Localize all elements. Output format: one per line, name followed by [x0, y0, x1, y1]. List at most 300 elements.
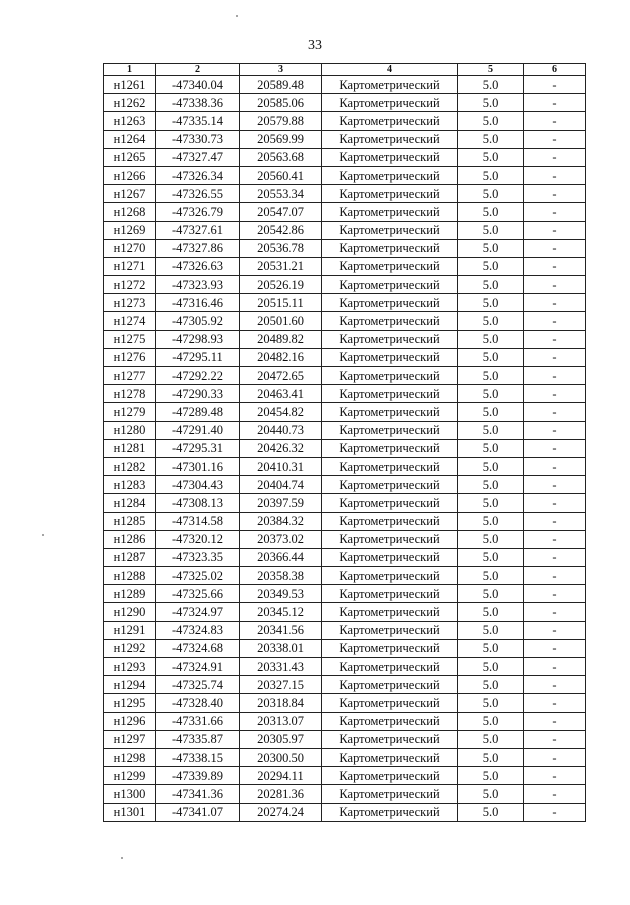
- point-id-cell: н1281: [104, 439, 156, 457]
- point-id-cell: н1263: [104, 112, 156, 130]
- description-cell: -: [524, 658, 586, 676]
- accuracy-cell: 5.0: [458, 621, 524, 639]
- x-coordinate-cell: -47330.73: [156, 130, 240, 148]
- accuracy-cell: 5.0: [458, 276, 524, 294]
- x-coordinate-cell: -47323.93: [156, 276, 240, 294]
- method-cell: Картометрический: [322, 694, 458, 712]
- y-coordinate-cell: 20489.82: [240, 330, 322, 348]
- point-id-cell: н1262: [104, 94, 156, 112]
- y-coordinate-cell: 20294.11: [240, 767, 322, 785]
- accuracy-cell: 5.0: [458, 239, 524, 257]
- table-row: [104, 803, 586, 821]
- method-cell: Картометрический: [322, 548, 458, 566]
- accuracy-cell: 5.0: [458, 567, 524, 585]
- y-coordinate-cell: 20373.02: [240, 530, 322, 548]
- description-cell: -: [524, 367, 586, 385]
- accuracy-cell: 5.0: [458, 494, 524, 512]
- accuracy-cell: 5.0: [458, 203, 524, 221]
- x-coordinate-cell: -47328.40: [156, 694, 240, 712]
- y-coordinate-cell: 20536.78: [240, 239, 322, 257]
- point-id-cell: н1290: [104, 603, 156, 621]
- method-cell: Картометрический: [322, 276, 458, 294]
- x-coordinate-cell: -47326.55: [156, 185, 240, 203]
- y-coordinate-cell: 20472.65: [240, 367, 322, 385]
- table-row: [104, 367, 586, 385]
- x-coordinate-cell: -47320.12: [156, 530, 240, 548]
- table-row: [104, 294, 586, 312]
- table-row: [104, 512, 586, 530]
- method-cell: Картометрический: [322, 367, 458, 385]
- y-coordinate-cell: 20515.11: [240, 294, 322, 312]
- point-id-cell: н1272: [104, 276, 156, 294]
- table-row: [104, 276, 586, 294]
- table-row: [104, 166, 586, 184]
- point-id-cell: н1291: [104, 621, 156, 639]
- accuracy-cell: 5.0: [458, 548, 524, 566]
- description-cell: -: [524, 730, 586, 748]
- accuracy-cell: 5.0: [458, 694, 524, 712]
- x-coordinate-cell: -47325.66: [156, 585, 240, 603]
- x-coordinate-cell: -47341.36: [156, 785, 240, 803]
- y-coordinate-cell: 20404.74: [240, 476, 322, 494]
- table-row: [104, 385, 586, 403]
- y-coordinate-cell: 20358.38: [240, 567, 322, 585]
- accuracy-cell: 5.0: [458, 457, 524, 475]
- x-coordinate-cell: -47291.40: [156, 421, 240, 439]
- description-cell: -: [524, 585, 586, 603]
- method-cell: Картометрический: [322, 530, 458, 548]
- description-cell: -: [524, 530, 586, 548]
- x-coordinate-cell: -47335.14: [156, 112, 240, 130]
- method-cell: Картометрический: [322, 148, 458, 166]
- point-id-cell: н1284: [104, 494, 156, 512]
- method-cell: Картометрический: [322, 94, 458, 112]
- point-id-cell: н1287: [104, 548, 156, 566]
- x-coordinate-cell: -47326.34: [156, 166, 240, 184]
- y-coordinate-cell: 20454.82: [240, 403, 322, 421]
- description-cell: -: [524, 203, 586, 221]
- description-cell: -: [524, 785, 586, 803]
- y-coordinate-cell: 20426.32: [240, 439, 322, 457]
- table-row: [104, 676, 586, 694]
- y-coordinate-cell: 20349.53: [240, 585, 322, 603]
- point-id-cell: н1264: [104, 130, 156, 148]
- table-row: [104, 421, 586, 439]
- point-id-cell: н1274: [104, 312, 156, 330]
- y-coordinate-cell: 20318.84: [240, 694, 322, 712]
- table-row: [104, 439, 586, 457]
- description-cell: -: [524, 312, 586, 330]
- accuracy-cell: 5.0: [458, 166, 524, 184]
- accuracy-cell: 5.0: [458, 439, 524, 457]
- description-cell: -: [524, 239, 586, 257]
- point-id-cell: н1266: [104, 166, 156, 184]
- table-row: [104, 712, 586, 730]
- description-cell: -: [524, 330, 586, 348]
- y-coordinate-cell: 20345.12: [240, 603, 322, 621]
- method-cell: Картометрический: [322, 421, 458, 439]
- method-cell: Картометрический: [322, 203, 458, 221]
- point-id-cell: н1293: [104, 658, 156, 676]
- x-coordinate-cell: -47295.11: [156, 348, 240, 366]
- description-cell: -: [524, 548, 586, 566]
- y-coordinate-cell: 20366.44: [240, 548, 322, 566]
- description-cell: -: [524, 130, 586, 148]
- description-cell: -: [524, 712, 586, 730]
- method-cell: Картометрический: [322, 348, 458, 366]
- table-row: [104, 148, 586, 166]
- table-row: [104, 730, 586, 748]
- coordinates-table: [103, 63, 586, 822]
- method-cell: Картометрический: [322, 76, 458, 94]
- table-row: [104, 585, 586, 603]
- y-coordinate-cell: 20410.31: [240, 457, 322, 475]
- x-coordinate-cell: -47325.74: [156, 676, 240, 694]
- method-cell: Картометрический: [322, 748, 458, 766]
- scan-speck: [42, 534, 44, 536]
- accuracy-cell: 5.0: [458, 803, 524, 821]
- y-coordinate-cell: 20589.48: [240, 76, 322, 94]
- y-coordinate-cell: 20397.59: [240, 494, 322, 512]
- y-coordinate-cell: 20341.56: [240, 621, 322, 639]
- accuracy-cell: 5.0: [458, 294, 524, 312]
- table-row: [104, 494, 586, 512]
- x-coordinate-cell: -47301.16: [156, 457, 240, 475]
- description-cell: -: [524, 421, 586, 439]
- y-coordinate-cell: 20547.07: [240, 203, 322, 221]
- x-coordinate-cell: -47314.58: [156, 512, 240, 530]
- y-coordinate-cell: 20526.19: [240, 276, 322, 294]
- column-header: 4: [322, 64, 458, 76]
- x-coordinate-cell: -47327.47: [156, 148, 240, 166]
- y-coordinate-cell: 20274.24: [240, 803, 322, 821]
- table-row: [104, 239, 586, 257]
- table-row: [104, 603, 586, 621]
- x-coordinate-cell: -47339.89: [156, 767, 240, 785]
- accuracy-cell: 5.0: [458, 767, 524, 785]
- table-row: [104, 203, 586, 221]
- x-coordinate-cell: -47327.86: [156, 239, 240, 257]
- method-cell: Картометрический: [322, 676, 458, 694]
- y-coordinate-cell: 20569.99: [240, 130, 322, 148]
- point-id-cell: н1273: [104, 294, 156, 312]
- description-cell: -: [524, 94, 586, 112]
- table-row: [104, 185, 586, 203]
- table-row: [104, 312, 586, 330]
- point-id-cell: н1282: [104, 457, 156, 475]
- accuracy-cell: 5.0: [458, 257, 524, 275]
- method-cell: Картометрический: [322, 294, 458, 312]
- description-cell: -: [524, 403, 586, 421]
- table-row: [104, 457, 586, 475]
- point-id-cell: н1297: [104, 730, 156, 748]
- table-row: [104, 330, 586, 348]
- accuracy-cell: 5.0: [458, 476, 524, 494]
- x-coordinate-cell: -47305.92: [156, 312, 240, 330]
- description-cell: -: [524, 494, 586, 512]
- method-cell: Картометрический: [322, 658, 458, 676]
- method-cell: Картометрический: [322, 803, 458, 821]
- method-cell: Картометрический: [322, 221, 458, 239]
- x-coordinate-cell: -47341.07: [156, 803, 240, 821]
- description-cell: -: [524, 803, 586, 821]
- accuracy-cell: 5.0: [458, 367, 524, 385]
- table-row: [104, 76, 586, 94]
- table-row: [104, 767, 586, 785]
- point-id-cell: н1280: [104, 421, 156, 439]
- x-coordinate-cell: -47327.61: [156, 221, 240, 239]
- point-id-cell: н1298: [104, 748, 156, 766]
- method-cell: Картометрический: [322, 476, 458, 494]
- scan-speck: [236, 15, 238, 17]
- description-cell: -: [524, 148, 586, 166]
- table-row: [104, 530, 586, 548]
- point-id-cell: н1288: [104, 567, 156, 585]
- accuracy-cell: 5.0: [458, 712, 524, 730]
- table-row: [104, 476, 586, 494]
- table-row: [104, 567, 586, 585]
- x-coordinate-cell: -47290.33: [156, 385, 240, 403]
- description-cell: -: [524, 348, 586, 366]
- y-coordinate-cell: 20338.01: [240, 639, 322, 657]
- scan-speck: [121, 857, 123, 859]
- method-cell: Картометрический: [322, 639, 458, 657]
- page-number: 33: [308, 38, 322, 53]
- y-coordinate-cell: 20463.41: [240, 385, 322, 403]
- header-row: [104, 64, 586, 76]
- y-coordinate-cell: 20531.21: [240, 257, 322, 275]
- accuracy-cell: 5.0: [458, 658, 524, 676]
- x-coordinate-cell: -47308.13: [156, 494, 240, 512]
- y-coordinate-cell: 20305.97: [240, 730, 322, 748]
- x-coordinate-cell: -47292.22: [156, 367, 240, 385]
- table-body: [104, 76, 586, 822]
- point-id-cell: н1286: [104, 530, 156, 548]
- method-cell: Картометрический: [322, 330, 458, 348]
- description-cell: -: [524, 166, 586, 184]
- x-coordinate-cell: -47324.97: [156, 603, 240, 621]
- x-coordinate-cell: -47304.43: [156, 476, 240, 494]
- description-cell: -: [524, 676, 586, 694]
- point-id-cell: н1277: [104, 367, 156, 385]
- description-cell: -: [524, 221, 586, 239]
- y-coordinate-cell: 20542.86: [240, 221, 322, 239]
- accuracy-cell: 5.0: [458, 221, 524, 239]
- point-id-cell: н1261: [104, 76, 156, 94]
- accuracy-cell: 5.0: [458, 676, 524, 694]
- description-cell: -: [524, 457, 586, 475]
- table-row: [104, 348, 586, 366]
- point-id-cell: н1285: [104, 512, 156, 530]
- method-cell: Картометрический: [322, 112, 458, 130]
- point-id-cell: н1278: [104, 385, 156, 403]
- method-cell: Картометрический: [322, 767, 458, 785]
- x-coordinate-cell: -47323.35: [156, 548, 240, 566]
- description-cell: -: [524, 748, 586, 766]
- accuracy-cell: 5.0: [458, 403, 524, 421]
- accuracy-cell: 5.0: [458, 730, 524, 748]
- table-header: [104, 64, 586, 76]
- method-cell: Картометрический: [322, 166, 458, 184]
- method-cell: Картометрический: [322, 567, 458, 585]
- x-coordinate-cell: -47340.04: [156, 76, 240, 94]
- x-coordinate-cell: -47324.83: [156, 621, 240, 639]
- x-coordinate-cell: -47331.66: [156, 712, 240, 730]
- table-row: [104, 639, 586, 657]
- y-coordinate-cell: 20331.43: [240, 658, 322, 676]
- column-header: 6: [524, 64, 586, 76]
- description-cell: -: [524, 603, 586, 621]
- table-row: [104, 694, 586, 712]
- method-cell: Картометрический: [322, 239, 458, 257]
- y-coordinate-cell: 20553.34: [240, 185, 322, 203]
- y-coordinate-cell: 20384.32: [240, 512, 322, 530]
- description-cell: -: [524, 439, 586, 457]
- accuracy-cell: 5.0: [458, 585, 524, 603]
- method-cell: Картометрический: [322, 585, 458, 603]
- point-id-cell: н1279: [104, 403, 156, 421]
- description-cell: -: [524, 476, 586, 494]
- description-cell: -: [524, 257, 586, 275]
- accuracy-cell: 5.0: [458, 185, 524, 203]
- point-id-cell: н1265: [104, 148, 156, 166]
- method-cell: Картометрический: [322, 712, 458, 730]
- column-header: 5: [458, 64, 524, 76]
- table-row: [104, 785, 586, 803]
- description-cell: -: [524, 567, 586, 585]
- point-id-cell: н1283: [104, 476, 156, 494]
- point-id-cell: н1299: [104, 767, 156, 785]
- accuracy-cell: 5.0: [458, 348, 524, 366]
- method-cell: Картометрический: [322, 385, 458, 403]
- y-coordinate-cell: 20440.73: [240, 421, 322, 439]
- description-cell: -: [524, 694, 586, 712]
- y-coordinate-cell: 20327.15: [240, 676, 322, 694]
- accuracy-cell: 5.0: [458, 385, 524, 403]
- column-header: 2: [156, 64, 240, 76]
- description-cell: -: [524, 639, 586, 657]
- method-cell: Картометрический: [322, 730, 458, 748]
- method-cell: Картометрический: [322, 457, 458, 475]
- description-cell: -: [524, 621, 586, 639]
- y-coordinate-cell: 20482.16: [240, 348, 322, 366]
- y-coordinate-cell: 20579.88: [240, 112, 322, 130]
- accuracy-cell: 5.0: [458, 130, 524, 148]
- x-coordinate-cell: -47338.36: [156, 94, 240, 112]
- table-row: [104, 221, 586, 239]
- x-coordinate-cell: -47298.93: [156, 330, 240, 348]
- x-coordinate-cell: -47316.46: [156, 294, 240, 312]
- x-coordinate-cell: -47289.48: [156, 403, 240, 421]
- accuracy-cell: 5.0: [458, 76, 524, 94]
- method-cell: Картометрический: [322, 439, 458, 457]
- point-id-cell: н1271: [104, 257, 156, 275]
- y-coordinate-cell: 20563.68: [240, 148, 322, 166]
- table-row: [104, 621, 586, 639]
- method-cell: Картометрический: [322, 312, 458, 330]
- column-header: 3: [240, 64, 322, 76]
- table-row: [104, 112, 586, 130]
- table-row: [104, 403, 586, 421]
- accuracy-cell: 5.0: [458, 94, 524, 112]
- point-id-cell: н1296: [104, 712, 156, 730]
- table-row: [104, 130, 586, 148]
- y-coordinate-cell: 20313.07: [240, 712, 322, 730]
- table-row: [104, 257, 586, 275]
- method-cell: Картометрический: [322, 185, 458, 203]
- table-row: [104, 658, 586, 676]
- point-id-cell: н1294: [104, 676, 156, 694]
- method-cell: Картометрический: [322, 257, 458, 275]
- point-id-cell: н1269: [104, 221, 156, 239]
- x-coordinate-cell: -47335.87: [156, 730, 240, 748]
- point-id-cell: н1276: [104, 348, 156, 366]
- point-id-cell: н1295: [104, 694, 156, 712]
- x-coordinate-cell: -47325.02: [156, 567, 240, 585]
- point-id-cell: н1270: [104, 239, 156, 257]
- accuracy-cell: 5.0: [458, 639, 524, 657]
- y-coordinate-cell: 20300.50: [240, 748, 322, 766]
- point-id-cell: н1268: [104, 203, 156, 221]
- method-cell: Картометрический: [322, 403, 458, 421]
- point-id-cell: н1292: [104, 639, 156, 657]
- y-coordinate-cell: 20560.41: [240, 166, 322, 184]
- description-cell: -: [524, 294, 586, 312]
- description-cell: -: [524, 185, 586, 203]
- x-coordinate-cell: -47338.15: [156, 748, 240, 766]
- y-coordinate-cell: 20585.06: [240, 94, 322, 112]
- point-id-cell: н1267: [104, 185, 156, 203]
- point-id-cell: н1301: [104, 803, 156, 821]
- x-coordinate-cell: -47295.31: [156, 439, 240, 457]
- table-row: [104, 94, 586, 112]
- accuracy-cell: 5.0: [458, 312, 524, 330]
- accuracy-cell: 5.0: [458, 421, 524, 439]
- description-cell: -: [524, 112, 586, 130]
- method-cell: Картометрический: [322, 494, 458, 512]
- table-row: [104, 748, 586, 766]
- description-cell: -: [524, 76, 586, 94]
- description-cell: -: [524, 385, 586, 403]
- column-header: 1: [104, 64, 156, 76]
- table-row: [104, 548, 586, 566]
- method-cell: Картометрический: [322, 603, 458, 621]
- accuracy-cell: 5.0: [458, 603, 524, 621]
- point-id-cell: н1289: [104, 585, 156, 603]
- method-cell: Картометрический: [322, 621, 458, 639]
- point-id-cell: н1275: [104, 330, 156, 348]
- description-cell: -: [524, 512, 586, 530]
- accuracy-cell: 5.0: [458, 148, 524, 166]
- method-cell: Картометрический: [322, 785, 458, 803]
- accuracy-cell: 5.0: [458, 330, 524, 348]
- accuracy-cell: 5.0: [458, 785, 524, 803]
- x-coordinate-cell: -47326.63: [156, 257, 240, 275]
- x-coordinate-cell: -47326.79: [156, 203, 240, 221]
- method-cell: Картометрический: [322, 130, 458, 148]
- y-coordinate-cell: 20281.36: [240, 785, 322, 803]
- description-cell: -: [524, 276, 586, 294]
- point-id-cell: н1300: [104, 785, 156, 803]
- accuracy-cell: 5.0: [458, 112, 524, 130]
- accuracy-cell: 5.0: [458, 512, 524, 530]
- accuracy-cell: 5.0: [458, 748, 524, 766]
- x-coordinate-cell: -47324.91: [156, 658, 240, 676]
- accuracy-cell: 5.0: [458, 530, 524, 548]
- x-coordinate-cell: -47324.68: [156, 639, 240, 657]
- method-cell: Картометрический: [322, 512, 458, 530]
- description-cell: -: [524, 767, 586, 785]
